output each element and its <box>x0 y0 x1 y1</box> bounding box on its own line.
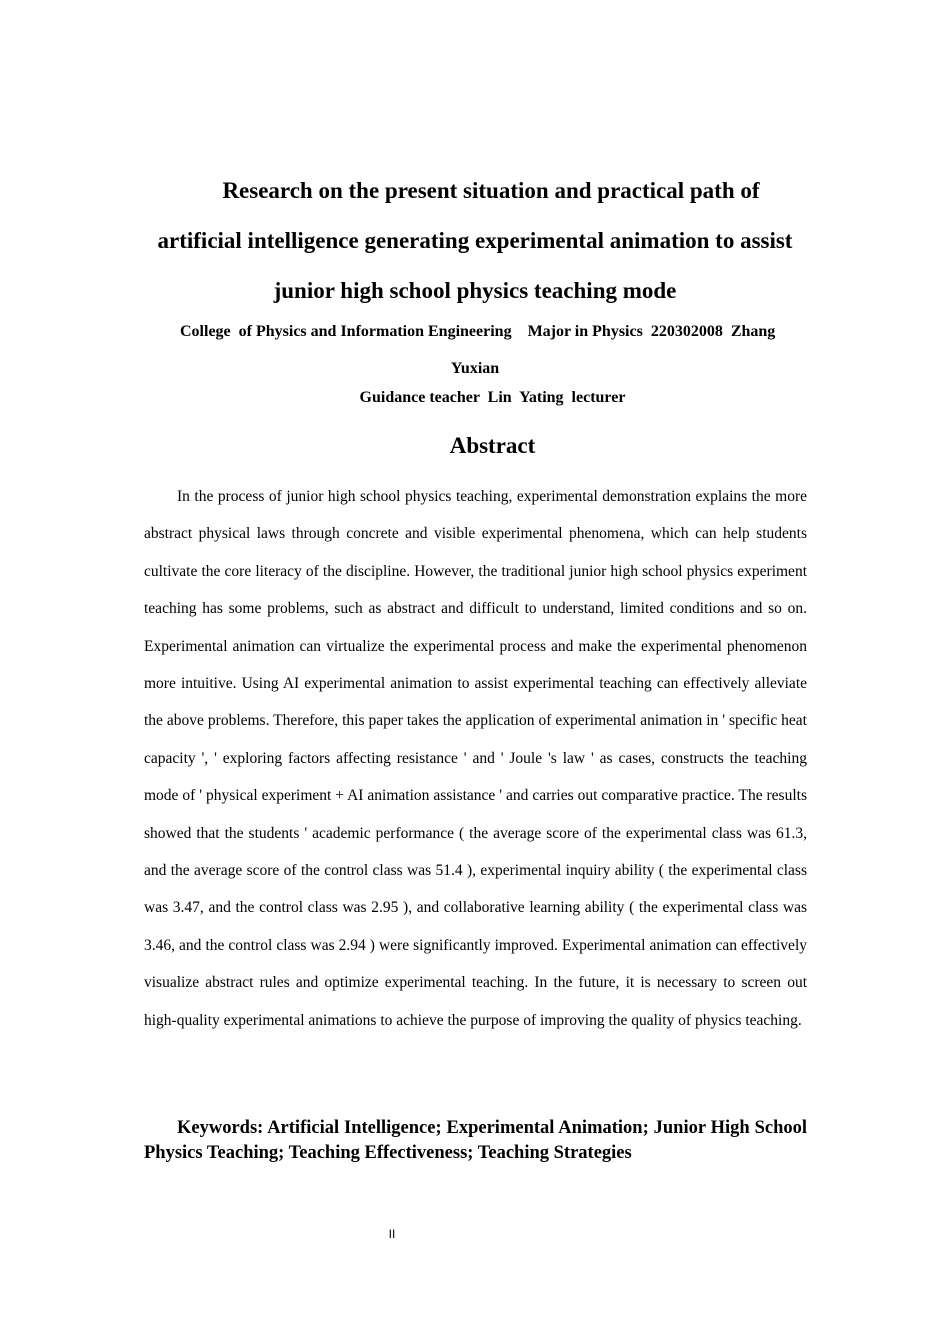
affiliation-line-2: Yuxian <box>450 360 500 377</box>
page-number: II <box>388 1227 396 1241</box>
author-affiliation <box>175 313 810 387</box>
abstract-heading: Abstract <box>449 433 536 458</box>
keywords: Keywords: Artificial Intelligence; Experimental Animation; Junior High School Physics Teaching; Teaching Effectiveness; Teaching Strategies <box>144 1118 807 1163</box>
abstract-body: In the process of junior high school physics teaching, experimental demonstration explains the more abstract physical laws through concrete and visible experimental phenomena, which can help students cultivate the core literacy of the discipline. However, the traditional junior high school physics experiment teaching has some problems, such as abstract and difficult to understand, limited conditions and so on. Experimental animation can virtualize the experimental process and make the experimental phenomenon more intuitive. Using AI experimental animation to assist experimental teaching can effectively alleviate the above problems. Therefore, this paper takes the application of experimental animation in ' specific heat capacity ', ' exploring factors affecting resistance ' and ' Joule 's law ' as cases, constructs the teaching mode of ' physical experiment + AI animation assistance ' and carries out comparative practice. The results showed that the students ' academic performance ( the average score of the experimental class was 61.3, and the average score of the control class was 51.4 ), experimental inquiry ability ( the experimental class was 3.47, and the control class was 2.95 ), and collaborative learning ability ( the experimental class was 3.46, and the control class was 2.94 ) were significantly improved. Experimental animation can effectively visualize abstract rules and optimize experimental teaching. In the future, it is necessary to screen out high-quality experimental animations to achieve the purpose of improving the quality of physics teaching. <box>144 488 807 1029</box>
guidance-teacher: Guidance teacher Lin Yating lecturer <box>359 389 626 406</box>
paper-title <box>140 166 810 316</box>
title-line-3: junior high school physics teaching mode <box>273 278 677 303</box>
title-line-2: artificial intelligence generating experimental animation to assist <box>157 228 793 253</box>
title-line-1: Research on the present situation and practical path of <box>222 178 760 203</box>
affiliation-line-1: College of Physics and Information Engineering Major in Physics 220302008 Zhang <box>180 323 776 340</box>
